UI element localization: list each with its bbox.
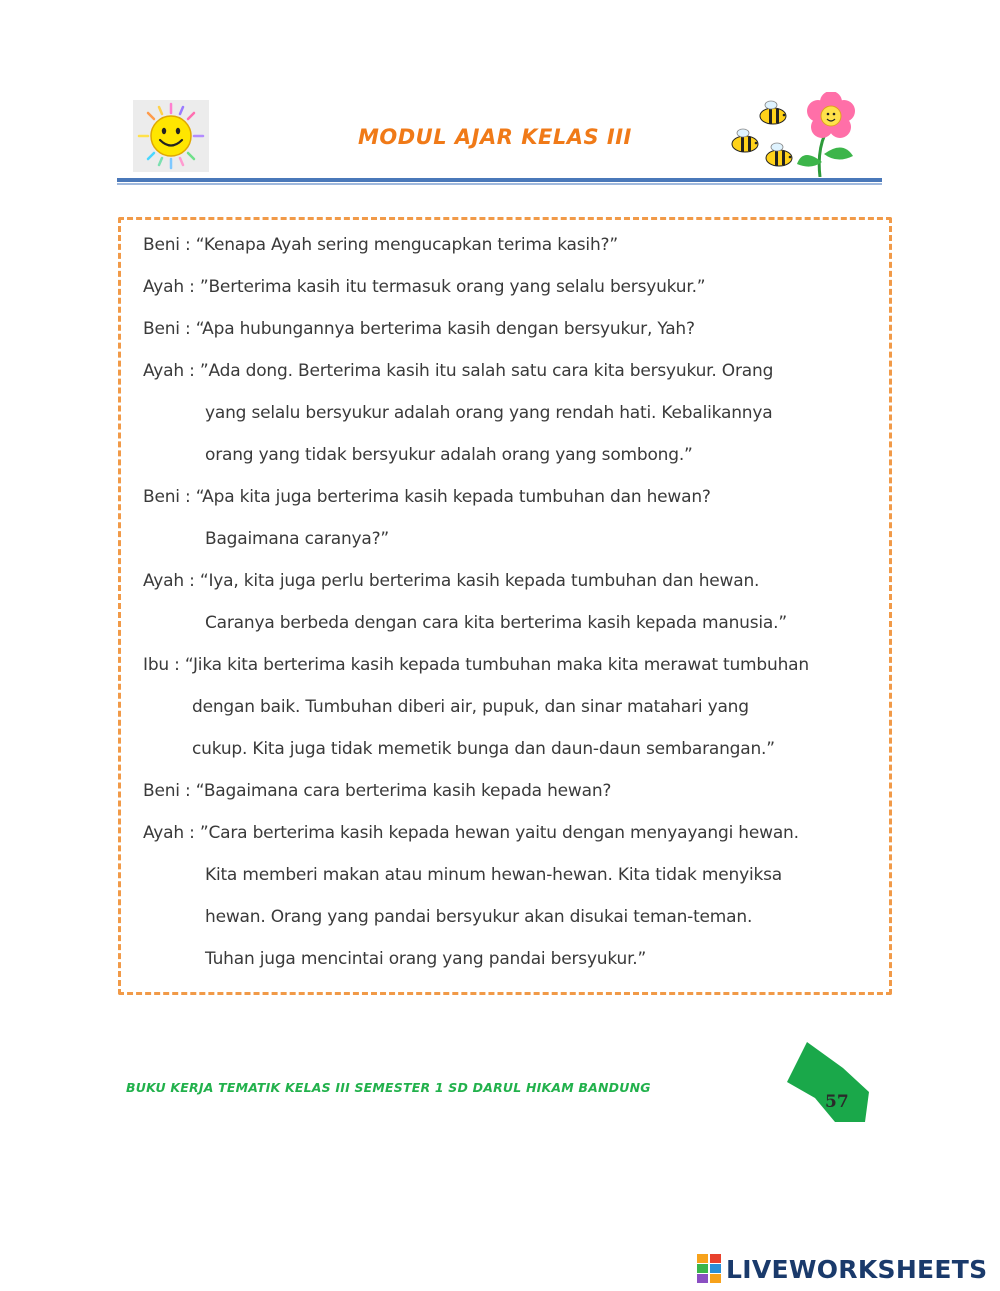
dialog-line: Ayah : ”Ada dong. Berterima kasih itu salah satu cara kita bersyukur. Orang — [143, 361, 774, 381]
dialog-line: orang yang tidak bersyukur adalah orang yang sombong.” — [205, 445, 693, 465]
dialog-line: Beni : “Bagaimana cara berterima kasih kepada hewan? — [143, 781, 612, 801]
bees-flower-icon — [725, 92, 865, 177]
dialog-line: dengan baik. Tumbuhan diberi air, pupuk, dan sinar matahari yang — [192, 697, 749, 717]
liveworksheets-logo-icon — [697, 1254, 723, 1284]
dialog-line: Kita memberi makan atau minum hewan-hewan. Kita tidak menyiksa — [205, 865, 782, 885]
dialog-line: Beni : “Apa kita juga berterima kasih kepada tumbuhan dan hewan? — [143, 487, 711, 507]
dialog-line: Ayah : ”Berterima kasih itu termasuk orang yang selalu bersyukur.” — [143, 277, 706, 297]
header-divider-shadow — [117, 183, 882, 185]
page-number-tab — [785, 1040, 875, 1125]
brand-watermark — [697, 1252, 987, 1286]
page-number: 57 — [825, 1092, 849, 1112]
dialog-line: Beni : “Kenapa Ayah sering mengucapkan terima kasih?” — [143, 235, 618, 255]
sun-icon — [133, 100, 209, 172]
brand-name: LIVEWORKSHEETS — [726, 1254, 988, 1284]
dialog-line: Caranya berbeda dengan cara kita berterima kasih kepada manusia.” — [205, 613, 787, 633]
dialog-line: Beni : “Apa hubungannya berterima kasih dengan bersyukur, Yah? — [143, 319, 695, 339]
dialog-line: Tuhan juga mencintai orang yang pandai bersyukur.” — [205, 949, 647, 969]
dialog-line: hewan. Orang yang pandai bersyukur akan disukai teman-teman. — [205, 907, 753, 927]
dialog-line: Bagaimana caranya?” — [205, 529, 390, 549]
dialog-line: Ibu : “Jika kita berterima kasih kepada tumbuhan maka kita merawat tumbuhan — [143, 655, 809, 675]
dialog-line: yang selalu bersyukur adalah orang yang rendah hati. Kebalikannya — [205, 403, 773, 423]
dialog-line: cukup. Kita juga tidak memetik bunga dan daun-daun sembarangan.” — [192, 739, 775, 759]
footer-book-title: BUKU KERJA TEMATIK KELAS III SEMESTER 1 SD DARUL HIKAM BANDUNG — [126, 1080, 651, 1095]
dialog-line: Ayah : “Iya, kita juga perlu berterima kasih kepada tumbuhan dan hewan. — [143, 571, 760, 591]
dialog-line: Ayah : ”Cara berterima kasih kepada hewan yaitu dengan menyayangi hewan. — [143, 823, 799, 843]
page-title: MODUL AJAR KELAS III — [358, 125, 632, 149]
header-divider — [117, 178, 882, 182]
